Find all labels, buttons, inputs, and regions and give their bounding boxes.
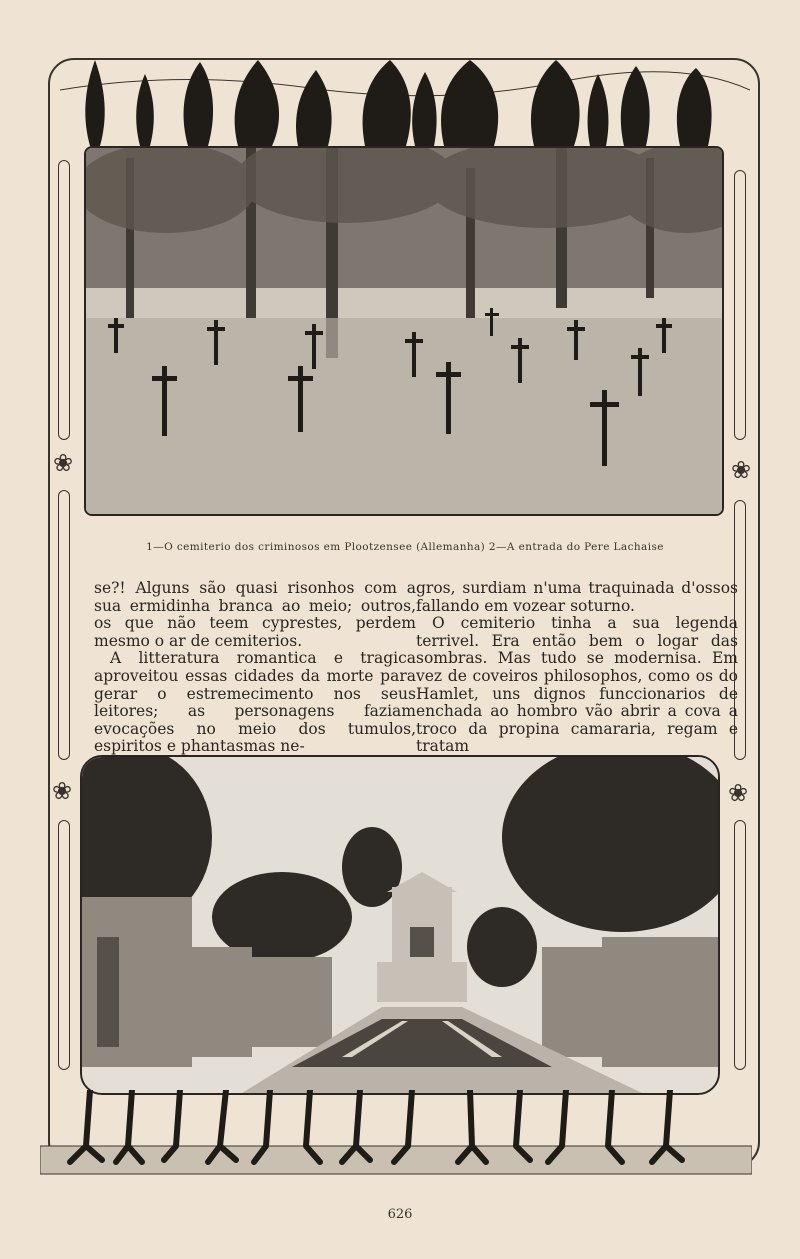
- rosette-ornament-icon: ❀: [730, 456, 752, 484]
- rosette-ornament-icon: ❀: [52, 449, 74, 477]
- cemetery-crosses-illustration: [86, 148, 722, 514]
- paragraph: gros, surdiam n'uma traquinada d'ossos fallando em vozear soturno.: [416, 579, 738, 615]
- left-ornament-rail: [58, 160, 70, 440]
- cypress-tree-band: [60, 60, 750, 146]
- right-ornament-rail: [734, 170, 746, 440]
- right-ornament-rail-bottom: [734, 820, 746, 1070]
- page-number: 626: [387, 1207, 413, 1222]
- left-ornament-rail-lower: [58, 490, 70, 760]
- paragraph: O cemiterio tinha a sua legenda terrivel. Era então bem o logar das sombras. Mas tudo se modernisa. Em vez de coveiros philosophos, como os do Hamlet, uns dignos funccionarios de enchada ao hombro vão abrir a cova a troco da propina camararia, regam e tratam: [416, 614, 738, 756]
- cemetery-crosses-photo: [84, 146, 724, 516]
- paragraph: se?! Alguns são quasi risonhos com a sua ermidinha branca ao meio; outros, os que não teem cyprestes, perdem mesmo o ar de cemiterios.: [94, 579, 416, 650]
- rosette-ornament-icon: ❀: [727, 779, 749, 807]
- rosette-ornament-icon: ❀: [51, 777, 73, 805]
- left-ornament-rail-bottom: [58, 820, 70, 1070]
- paragraph: A litteratura romantica e tragica aproveitou essas cidades da morte para gerar o estremecimento nos seus leitores; as personagens faziam evocações no meio dos tumulos, espiritos e phantasmas ne-: [94, 649, 416, 756]
- pere-lachaise-illustration: [82, 757, 718, 1093]
- tree-roots-band: [40, 1090, 752, 1176]
- text-column-right: [416, 580, 738, 756]
- text-column-left: [94, 580, 416, 756]
- photo-caption: 1—O cemiterio dos criminosos em Plootzensee (Allemanha) 2—A entrada do Pere Lachaise: [146, 541, 664, 553]
- pere-lachaise-entrance-photo: [80, 755, 720, 1095]
